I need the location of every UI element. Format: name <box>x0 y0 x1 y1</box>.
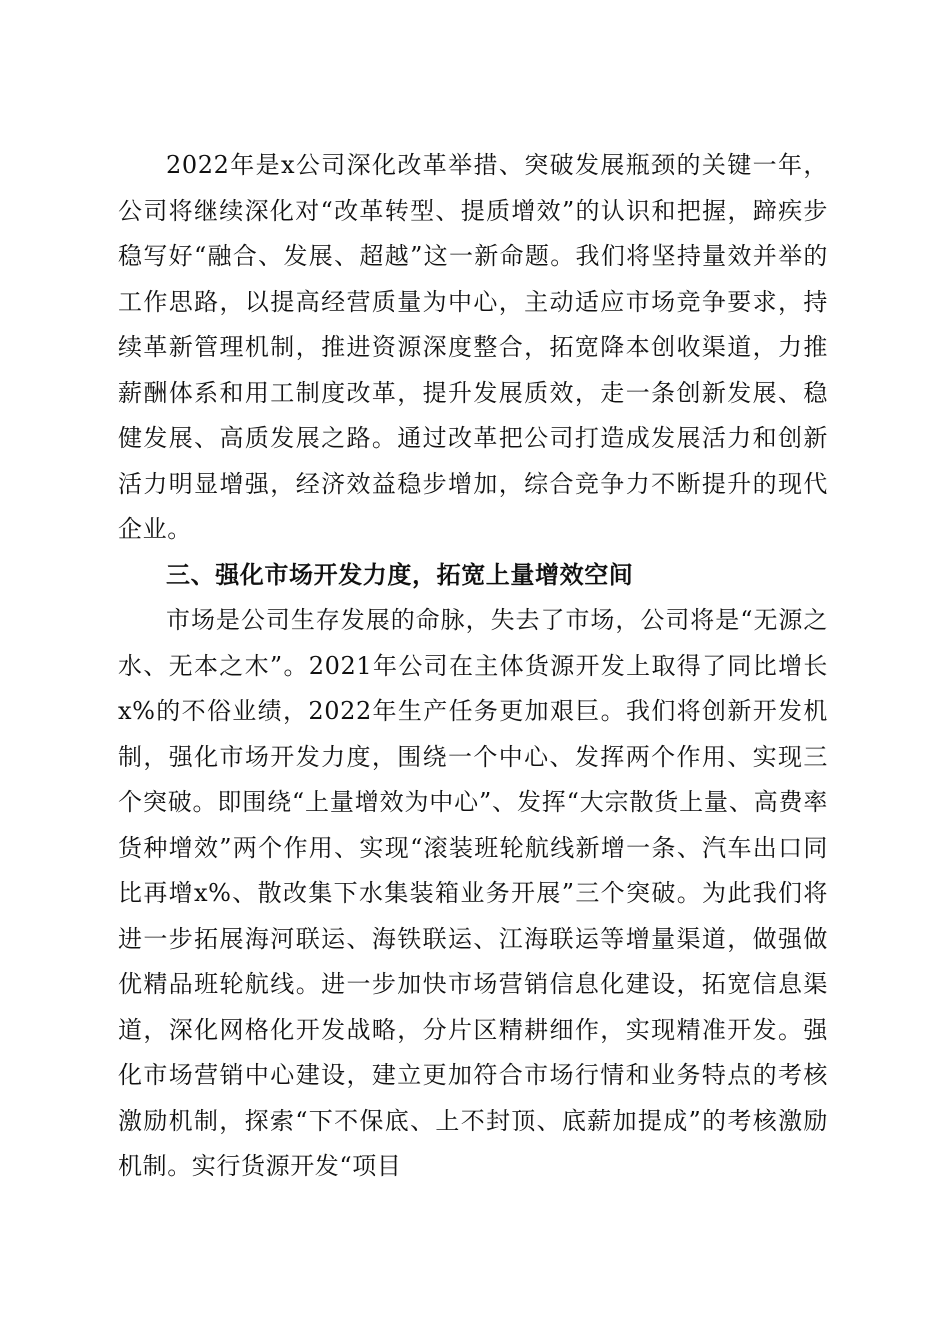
paragraph-reform-year: 2022年是x公司深化改革举措、突破发展瓶颈的关键一年，公司将继续深化对“改革转型、提质增效”的认识和把握，蹄疾步稳写好“融合、发展、超越”这一新命题。我们将坚持量效并举的工作思路，以提高经营质量为中心，主动适应市场竞争要求，持续革新管理机制，推进资源深度整合，拓宽降本创收渠道，力推薪酬体系和用工制度改革，提升发展质效，走一条创新发展、稳健发展、高质发展之路。通过改革把公司打造成发展活力和创新活力明显增强，经济效益稳步增加，综合竞争力不断提升的现代企业。 <box>118 151 828 543</box>
document-body <box>118 143 828 1190</box>
paragraph-market-lifeline: 市场是公司生存发展的命脉，失去了市场，公司将是“无源之水、无本之木”。2021年公司在主体货源开发上取得了同比增长x%的不俗业绩，2022年生产任务更加艰巨。我们将创新开发机制，强化市场开发力度，围绕一个中心、发挥两个作用、实现三个突破。即围绕“上量增效为中心”、发挥“大宗散货上量、高费率货种增效”两个作用、实现“滚装班轮航线新增一条、汽车出口同比再增x%、散改集下水集装箱业务开展”三个突破。为此我们将进一步拓展海河联运、海铁联运、江海联运等增量渠道，做强做优精品班轮航线。进一步加快市场营销信息化建设，拓宽信息渠道，深化网格化开发战略，分片区精耕细作，实现精准开发。强化市场营销中心建设，建立更加符合市场行情和业务特点的考核激励机制，探索“下不保底、上不封顶、底薪加提成”的考核激励机制。实行货源开发“项目 <box>118 606 828 1180</box>
section-heading-market-development: 三、强化市场开发力度，拓宽上量增效空间 <box>166 560 634 589</box>
